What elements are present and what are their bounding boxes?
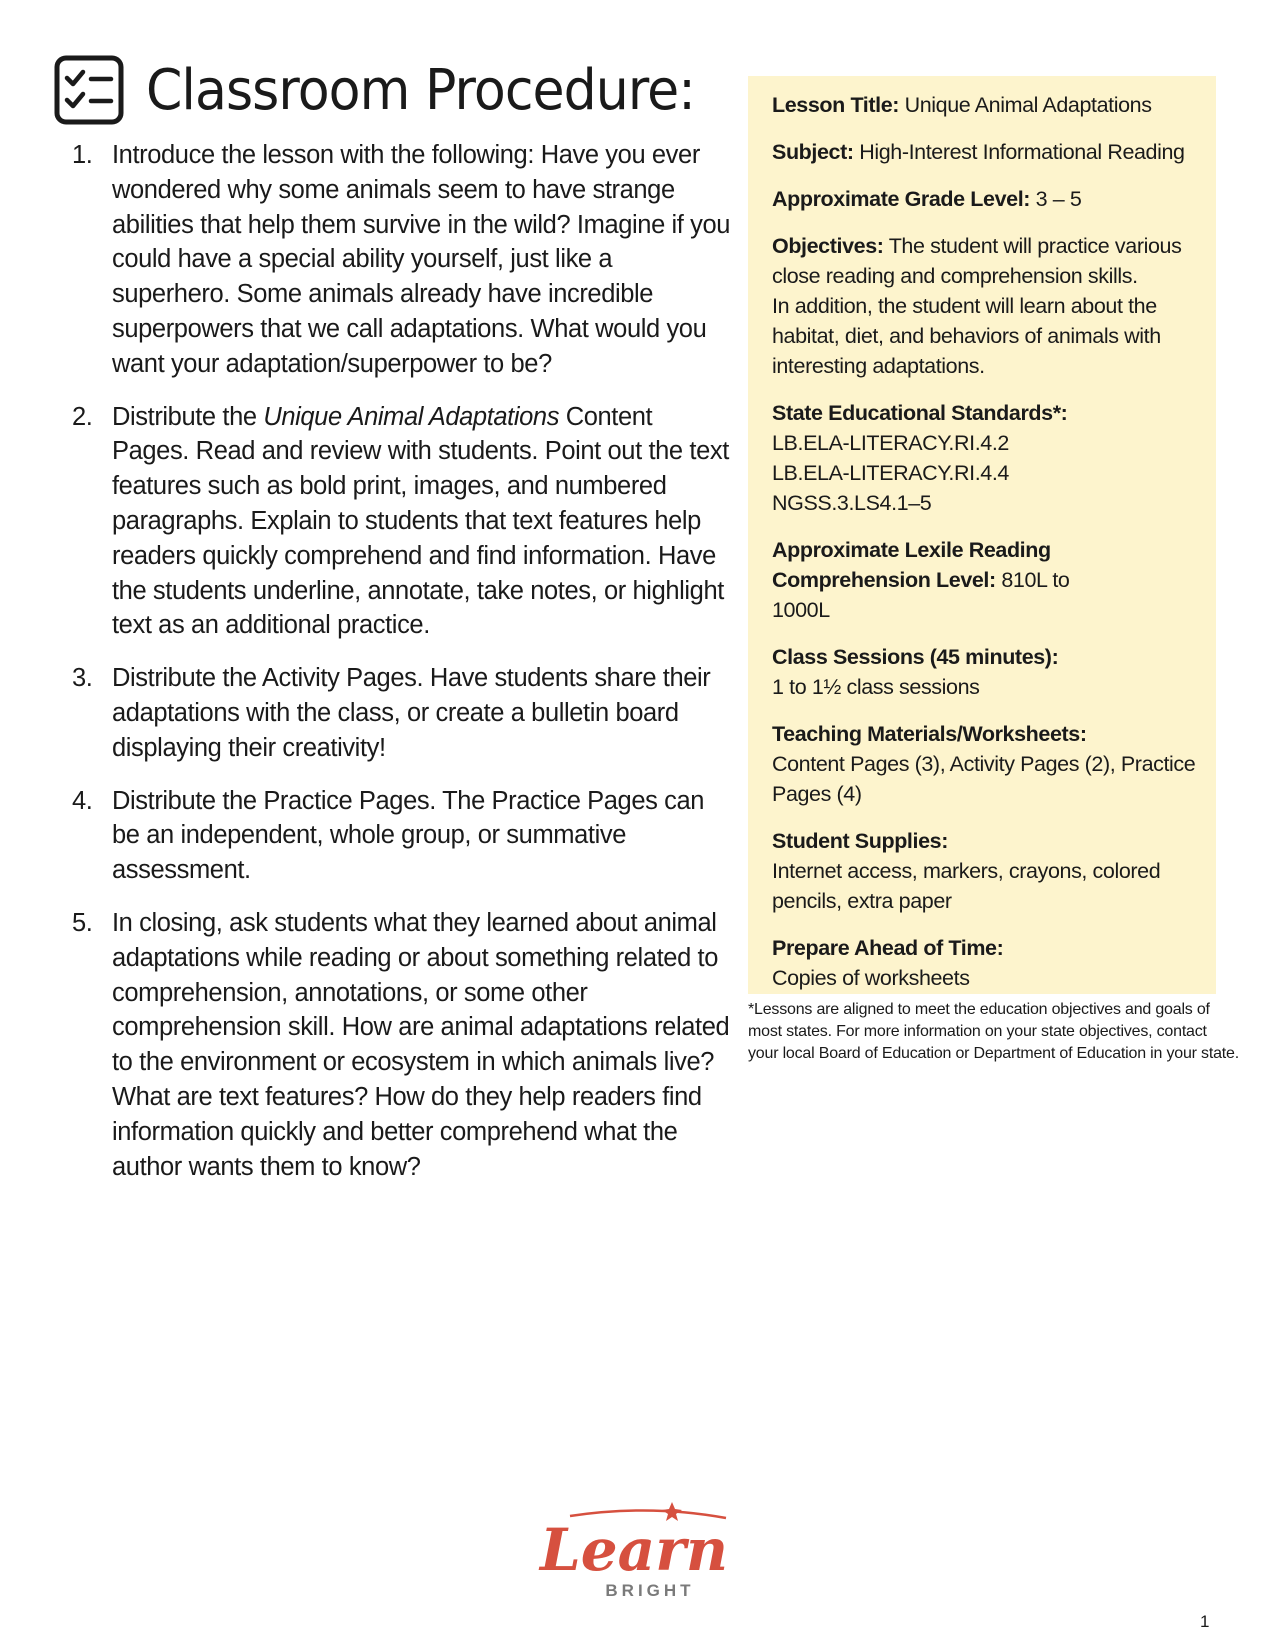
subject-field [772, 137, 1196, 167]
standard-item: LB.ELA-LITERACY.RI.4.4 [772, 461, 1009, 485]
materials-value: Content Pages (3), Activity Pages (2), Practice Pages (4) [772, 752, 1196, 806]
step-number: 5. [72, 908, 93, 937]
footnote-line: *Lessons are aligned to meet the education objectives and goals of [748, 1001, 1210, 1018]
procedure-step [72, 906, 732, 1184]
objectives-field [772, 231, 1196, 381]
procedure-step [72, 400, 732, 644]
sessions-value: 1 to 1½ class sessions [772, 675, 980, 699]
step-number: 2. [72, 402, 93, 431]
procedure-step [72, 661, 732, 765]
step-number: 4. [72, 786, 93, 815]
step-text [112, 400, 732, 644]
step-number: 1. [72, 141, 93, 169]
logo-word: Learn [540, 1516, 728, 1584]
grade-value: 3 – 5 [1035, 187, 1082, 211]
procedure-list [72, 138, 732, 1202]
step-text: Distribute the Activity Pages. Have students share their adaptations with the class, or create a bulletin board displaying their creativity! [112, 664, 711, 762]
standard-item: NGSS.3.LS4.1–5 [772, 491, 932, 515]
footnote-line: your local Board of Education or Department of Education in your state. [748, 1045, 1239, 1062]
grade-label: Approximate Grade Level: [772, 187, 1031, 211]
subject-value: High-Interest Informational Reading [859, 140, 1185, 164]
step-text-part: Distribute the [112, 402, 264, 431]
supplies-field [772, 826, 1162, 916]
procedure-step [72, 784, 732, 888]
subject-label: Subject: [772, 140, 854, 164]
standards-field [772, 398, 1196, 518]
procedure-step [72, 138, 732, 382]
prepare-value: Copies of worksheets [772, 966, 970, 990]
step-text: Distribute the Practice Pages. The Practice Pages can be an independent, whole group, or summative assessment. [112, 786, 705, 885]
lesson-info-sidebar [748, 76, 1216, 994]
standards-label: State Educational Standards*: [772, 401, 1068, 425]
grade-field [772, 184, 1196, 214]
lexile-value: 810L to 1000L [772, 568, 1070, 622]
supplies-value: Internet access, markers, crayons, colored pencils, extra paper [772, 859, 1161, 913]
prepare-field [772, 933, 1196, 993]
lesson-title-value: Unique Animal Adaptations [904, 93, 1152, 117]
lesson-title-label: Lesson Title: [772, 93, 900, 117]
learn-bright-logo [530, 1498, 740, 1604]
page-header [54, 54, 736, 126]
footnote-line: most states. For more information on your state objectives, contact [748, 1023, 1207, 1040]
materials-label: Teaching Materials/Worksheets: [772, 722, 1087, 746]
checklist-icon [54, 55, 124, 125]
lexile-field [772, 535, 1072, 625]
step-text: Introduce the lesson with the following: Have you ever wondered why some animals seem to have strange abilities that help them survive in the wild? Imagine if you could have a special ability yourself, just like a superhero. Some animals already have incredible superpowers that we call adaptations. What would you want your adaptation/superpower to be? [112, 141, 731, 378]
objectives-label: Objectives: [772, 234, 884, 258]
prepare-label: Prepare Ahead of Time: [772, 936, 1004, 960]
step-text: In closing, ask students what they learned about animal adaptations while reading or about something related to comprehension, annotations, or some other comprehension skill. How are animal adaptations related to the environment or ecosystem in which animals live? What are text features? How do they help readers find information quickly and better comprehend what the author wants them to know? [112, 908, 730, 1181]
step-number: 3. [72, 664, 93, 693]
objectives-value-2: In addition, the student will learn about the habitat, diet, and behaviors of animals with interesting adaptations. [772, 294, 1161, 378]
sessions-label: Class Sessions (45 minutes): [772, 645, 1059, 669]
standards-footnote [748, 999, 1248, 1065]
sessions-field [772, 642, 1196, 702]
standard-item: LB.ELA-LITERACY.RI.4.2 [772, 431, 1009, 455]
step-text-part: Content Pages. Read and review with students. Point out the text features such as bold print, images, and numbered paragraphs. Explain to students that text features help readers quickly comprehend and find information. Have the students underline, annotate, take notes, or highlight text as an additional practice. [112, 402, 729, 640]
supplies-label: Student Supplies: [772, 829, 948, 853]
step-text-italic: Unique Animal Adaptations [263, 402, 560, 431]
objectives-value: The student will practice various close reading and comprehension skills. [772, 234, 1182, 288]
logo-sub: BRIGHT [605, 1581, 695, 1600]
materials-field [772, 719, 1196, 809]
page-title: Classroom Procedure: [146, 57, 695, 123]
page-number: 1 [1200, 1612, 1210, 1631]
lexile-label: Approximate Lexile Reading Comprehension Level: [772, 538, 1051, 592]
lesson-title-field [772, 90, 1196, 120]
